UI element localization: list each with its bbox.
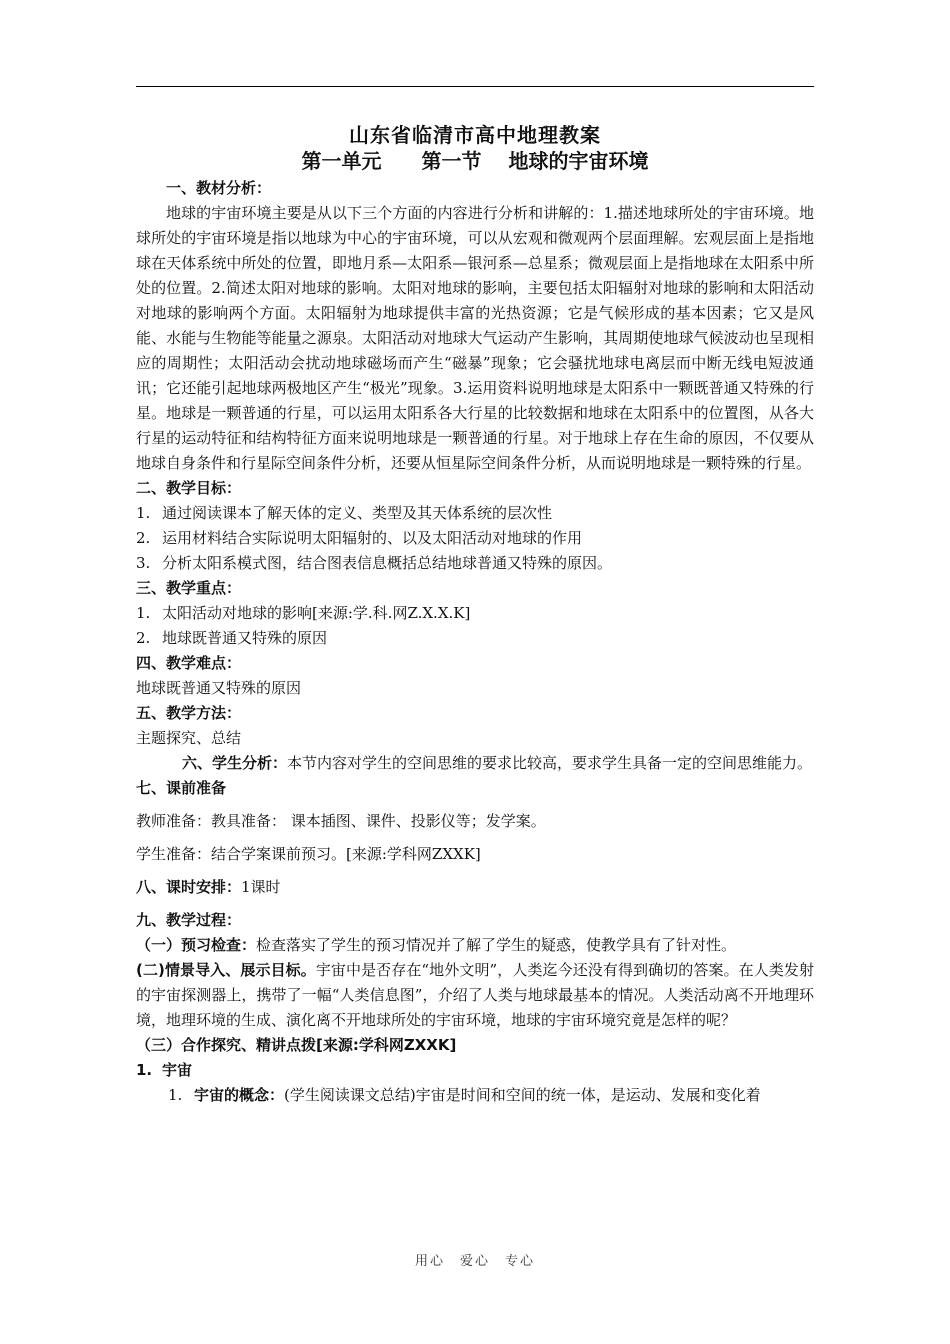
document-subtitle: 第一单元 第一节 地球的宇宙环境 [301,149,649,173]
section-heading-3: 三、教学重点： [136,579,242,597]
document-title: 山东省临清市高中地理教案 [349,123,601,147]
document-body [136,176,814,1108]
subheading-universe: 1. 宇宙 [136,1061,193,1079]
section-1-body: 地球的宇宙环境主要是从以下三个方面的内容进行分析和讲解的：1.描述地球所处的宇宙环境。地球所处的宇宙环境是指以地球为中心的宇宙环境，可以从宏观和微观两个层面理解。宏观层面上是指地球在天体系统中所处的位置，即地月系—太阳系—银河系—总星系；微观层面上是指地球在太阳系中所处的位置。2.简述太阳对地球的影响。太阳对地球的影响，主要包括太阳辐射对地球的影响和太阳活动对地球的影响两个方面。太阳辐射为地球提供丰富的光热资源；它是气候形成的基本因素；它又是风能、水能与生物能等能量之源泉。太阳活动对地球大气运动产生影响，其周期使地球气候波动也呈现相应的周期性；太阳活动会扰动地球磁场而产生“磁暴”现象；它会骚扰地球电离层而中断无线电短波通讯；它还能引起地球两极地区产生“极光”现象。3.运用资料说明地球是太阳系中一颗既普通又特殊的行星。地球是一颗普通的行星，可以运用太阳系各大行星的比较数据和地球在太阳系中的位置图，从各大行星的运动特征和结构特征方面来说明地球是一颗普通的行星。对于地球上存在生命的原因，不仅要从地球自身条件和行星际空间条件分析，还要从恒星际空间条件分析，从而说明地球是一颗特殊的行星。 [136,204,814,472]
process-step-2: (二)情景导入、展示目标。宇宙中是否存在“地外文明”，人类迄今还没有得到确切的答案。在人类发射的宇宙探测器上，携带了一幅“人类信息图”，介绍了人类与地球最基本的情况。人类活动离不开地理环境，地理环境的生成、演化离不开地球所处的宇宙环境，地球的宇宙环境究竟是怎样的呢？ [136,961,814,1029]
student-prep: 学生准备：结合学案课前预习。[来源:学科网ZXXK] [136,845,481,863]
teacher-prep: 教师准备：教具准备： 课本插图、课件、投影仪等；发学案。 [136,812,546,830]
section-heading-9: 九、教学过程： [136,911,242,929]
section-heading-2: 二、教学目标： [136,479,242,497]
section-heading-8: 八、课时安排： [136,878,242,896]
list-item: 1. 太阳活动对地球的影响[来源:学.科.网Z.X.X.K] [136,604,471,622]
list-item: 3. 分析太阳系模式图，结合图表信息概括总结地球普通又特殊的原因。 [136,554,613,572]
list-item: 2. 地球既普通又特殊的原因 [136,629,328,647]
section-8 [136,875,814,900]
section-8-body: 1课时 [241,878,281,896]
section-6 [136,751,814,776]
process-step-1: （一）预习检查：检查落实了学生的预习情况并了解了学生的疑惑，使教学具有了针对性。 [136,936,737,954]
universe-concept: 1. 宇宙的概念：(学生阅读课文总结)宇宙是时间和空间的统一体，是运动、发展和变化着 [168,1086,761,1104]
page-footer: 用心 爱心 专心 [414,1254,535,1269]
list-item: 1. 通过阅读课本了解天体的定义、类型及其天体系统的层次性 [136,504,553,522]
process-step-3: （三）合作探究、精讲点拨[来源:学科网ZXXK] [136,1036,457,1054]
section-5-body: 主题探究、总结 [136,729,242,747]
section-4-body: 地球既普通又特殊的原因 [136,679,302,697]
section-heading-4: 四、教学难点： [136,654,242,672]
header-rule [136,86,814,87]
list-item: 2. 运用材料结合实际说明太阳辐射的、以及太阳活动对地球的作用 [136,529,583,547]
section-heading-5: 五、教学方法： [136,704,242,722]
section-heading-6: 六、学生分析： [182,754,288,772]
section-6-body: 本节内容对学生的空间思维的要求比较高，要求学生具备一定的空间思维能力。 [287,754,813,772]
section-heading-1: 一、教材分析： [166,179,272,197]
section-heading-7: 七、课前准备 [136,779,227,797]
